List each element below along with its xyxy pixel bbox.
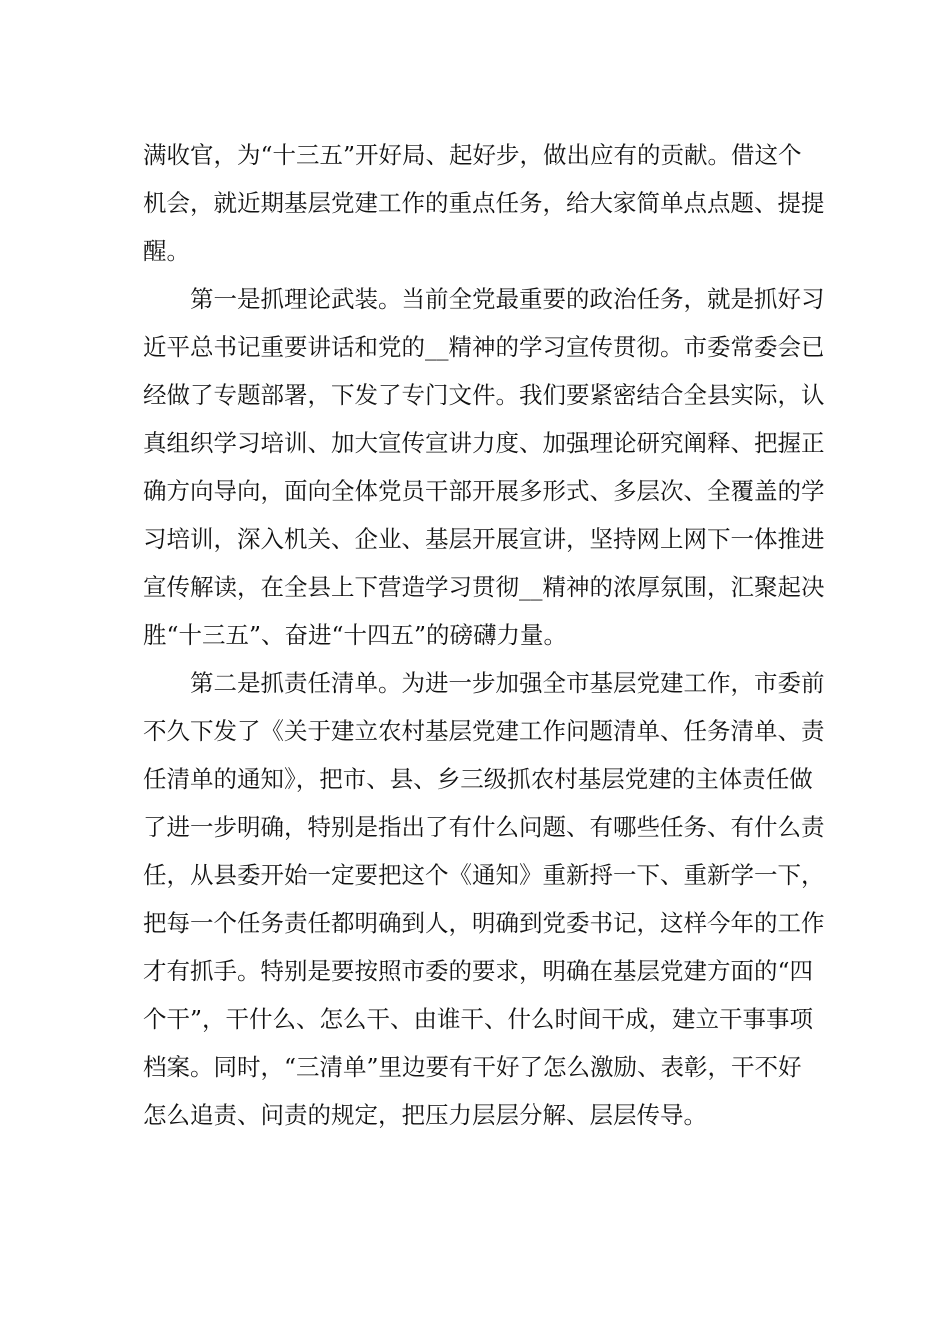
text-line: 了进一步明确，特别是指出了有什么问题、有哪些任务、有什么责: [143, 813, 825, 841]
text-line: 宣传解读，在全县上下营造学习贯彻__精神的浓厚氛围，汇聚起决: [143, 573, 825, 601]
paragraph: [143, 275, 825, 659]
text-line: 档案。同时，“三清单”里边要有干好了怎么激励、表彰，干不好: [143, 1053, 802, 1081]
text-line: 个干”，干什么、怎么干、由谁干、什么时间干成，建立干事事项: [143, 1005, 814, 1033]
text-line: 真组织学习培训、加大宣传宣讲力度、加强理论研究阐释、把握正: [143, 429, 825, 457]
paragraph: [143, 131, 825, 275]
text-line: 怎么追责、问责的规定，把压力层层分解、层层传导。: [143, 1101, 707, 1129]
text-line: 胜“十三五”、奋进“十四五”的磅礴力量。: [143, 621, 568, 649]
text-line: 醒。: [143, 237, 190, 265]
text-line: 第二是抓责任清单。为进一步加强全市基层党建工作，市委前: [190, 669, 825, 697]
text-line: 习培训，深入机关、企业、基层开展宣讲，坚持网上网下一体推进: [143, 525, 825, 553]
text-line: 经做了专题部署，下发了专门文件。我们要紧密结合全县实际，认: [143, 381, 825, 409]
text-line: 任，从县委开始一定要把这个《通知》重新捋一下、重新学一下，: [143, 861, 825, 889]
text-line: 确方向导向，面向全体党员干部开展多形式、多层次、全覆盖的学: [143, 477, 825, 505]
text-line: 满收官，为“十三五”开好局、起好步，做出应有的贡献。借这个: [143, 141, 802, 169]
text-line: 把每一个任务责任都明确到人，明确到党委书记，这样今年的工作: [143, 909, 825, 937]
text-line: 第一是抓理论武装。当前全党最重要的政治任务，就是抓好习: [190, 285, 825, 313]
document-body: [143, 131, 825, 1139]
text-line: 才有抓手。特别是要按照市委的要求，明确在基层党建方面的“四: [143, 957, 814, 985]
text-line: 不久下发了《关于建立农村基层党建工作问题清单、任务清单、责: [143, 717, 825, 745]
text-line: 机会，就近期基层党建工作的重点任务，给大家简单点点题、提提: [143, 189, 825, 217]
text-line: 近平总书记重要讲话和党的__精神的学习宣传贯彻。市委常委会已: [143, 333, 825, 361]
paragraph: [143, 659, 825, 1139]
text-line: 任清单的通知》，把市、县、乡三级抓农村基层党建的主体责任做: [143, 765, 813, 793]
